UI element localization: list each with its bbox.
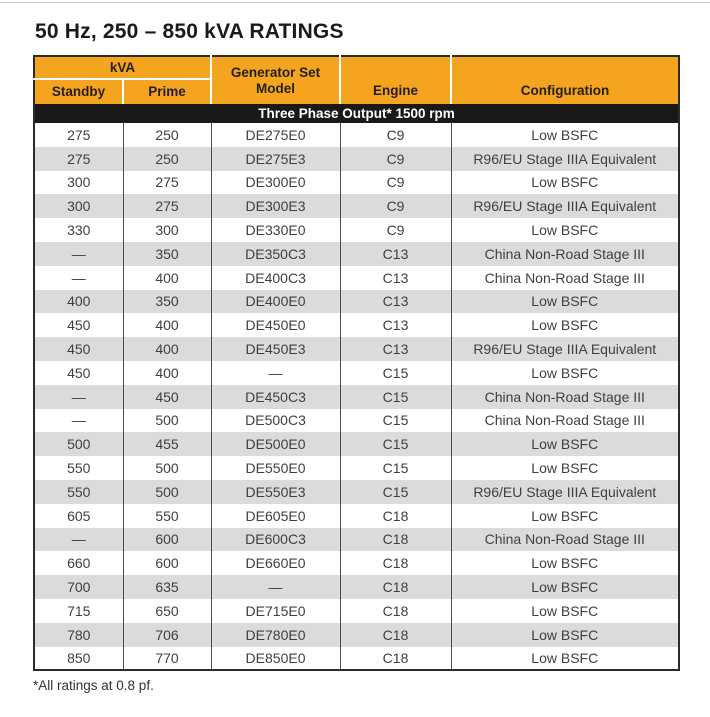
table-cell: 250 [123, 123, 211, 147]
table-cell: C15 [340, 456, 451, 480]
table-cell: Low BSFC [451, 218, 679, 242]
table-cell: 605 [67, 507, 91, 524]
table-cell: 400 [123, 337, 211, 361]
table-cell: C15 [340, 409, 451, 433]
table-cell: 715 [67, 602, 91, 619]
table-row [34, 218, 679, 242]
table-cell: C18 [340, 528, 451, 552]
table-cell: DE275E0 [211, 123, 340, 147]
table-cell: C15 [340, 385, 451, 409]
table-row [34, 313, 679, 337]
ratings-table [33, 55, 680, 671]
table-cell: 770 [123, 647, 211, 671]
table-cell: 500 [123, 480, 211, 504]
table-cell: C15 [340, 480, 451, 504]
table-cell: DE500E0 [211, 432, 340, 456]
table-cell: Low BSFC [451, 123, 679, 147]
column-header-standby: Standby [34, 79, 123, 104]
table-cell: 275 [123, 171, 211, 195]
table-cell: 550 [67, 460, 91, 477]
table-cell: DE350C3 [211, 242, 340, 266]
table-cell: Low BSFC [451, 599, 679, 623]
table-row [34, 266, 679, 290]
column-header-kva-group: kVA [34, 56, 211, 79]
table-cell: C13 [340, 266, 451, 290]
table-cell: R96/EU Stage IIIA Equivalent [451, 194, 679, 218]
table-cell: 450 [67, 317, 91, 334]
ratings-table-body [34, 123, 679, 670]
table-cell: DE780E0 [211, 623, 340, 647]
table-row [34, 551, 679, 575]
table-row [34, 647, 679, 671]
table-cell: China Non-Road Stage III [451, 409, 679, 433]
table-cell: C18 [340, 647, 451, 671]
table-cell: 550 [123, 504, 211, 528]
table-row [34, 194, 679, 218]
table-cell: C9 [340, 123, 451, 147]
table-cell: 250 [123, 147, 211, 171]
table-cell: Low BSFC [451, 171, 679, 195]
table-cell: DE660E0 [211, 551, 340, 575]
table-cell: C18 [340, 551, 451, 575]
table-row [34, 504, 679, 528]
table-cell: — [71, 269, 86, 286]
table-cell: C18 [340, 575, 451, 599]
table-cell: DE500C3 [211, 409, 340, 433]
table-cell: 400 [123, 313, 211, 337]
table-cell: 275 [123, 194, 211, 218]
table-cell: C18 [340, 599, 451, 623]
table-cell: 350 [123, 242, 211, 266]
table-row [34, 432, 679, 456]
footnote: *All ratings at 0.8 pf. [33, 678, 154, 693]
table-cell: — [34, 242, 123, 266]
table-row [34, 290, 679, 314]
table-cell: — [34, 528, 123, 552]
table-cell: DE550E0 [211, 456, 340, 480]
table-cell: 350 [123, 290, 211, 314]
table-cell: C13 [340, 337, 451, 361]
table-cell: 450 [34, 337, 123, 361]
table-cell: DE400C3 [211, 266, 340, 290]
table-cell: 500 [123, 456, 211, 480]
table-cell: DE715E0 [211, 599, 340, 623]
table-cell: DE600C3 [211, 528, 340, 552]
table-cell: 550 [34, 480, 123, 504]
ratings-table-header [34, 56, 679, 123]
section-header-three-phase: Three Phase Output* 1500 rpm [34, 104, 679, 123]
table-row [34, 480, 679, 504]
table-cell: 450 [123, 385, 211, 409]
column-header-engine: Engine [340, 56, 451, 104]
table-cell: DE300E0 [211, 171, 340, 195]
table-row [34, 575, 679, 599]
table-cell: China Non-Road Stage III [451, 385, 679, 409]
table-row [34, 409, 679, 433]
table-cell: Low BSFC [451, 456, 679, 480]
table-cell: 635 [123, 575, 211, 599]
table-cell: DE450E0 [211, 313, 340, 337]
table-cell: C9 [340, 194, 451, 218]
table-cell: 700 [34, 575, 123, 599]
table-row [34, 147, 679, 171]
table-cell: China Non-Road Stage III [451, 242, 679, 266]
table-row [34, 599, 679, 623]
table-cell: Low BSFC [451, 290, 679, 314]
top-divider-line [0, 2, 710, 3]
table-cell: DE400E0 [211, 290, 340, 314]
table-cell: C15 [340, 432, 451, 456]
table-cell: 500 [123, 409, 211, 433]
table-row [34, 242, 679, 266]
table-cell: DE450E3 [211, 337, 340, 361]
table-cell: Low BSFC [451, 647, 679, 671]
table-cell: R96/EU Stage IIIA Equivalent [451, 337, 679, 361]
table-cell: DE850E0 [211, 647, 340, 671]
table-row [34, 361, 679, 385]
table-cell: 450 [67, 364, 91, 381]
table-cell: C13 [340, 313, 451, 337]
table-cell: 300 [34, 194, 123, 218]
table-row [34, 171, 679, 195]
table-cell: — [211, 575, 340, 599]
table-cell: C15 [340, 361, 451, 385]
table-cell: 400 [34, 290, 123, 314]
table-cell: 600 [123, 528, 211, 552]
table-row [34, 456, 679, 480]
table-row [34, 337, 679, 361]
table-cell: Low BSFC [451, 575, 679, 599]
table-cell: 455 [123, 432, 211, 456]
table-cell: 780 [34, 623, 123, 647]
table-cell: C18 [340, 623, 451, 647]
table-cell: 850 [67, 649, 91, 666]
table-cell: 330 [67, 222, 91, 239]
table-cell: Low BSFC [451, 361, 679, 385]
table-cell: 660 [67, 555, 91, 572]
table-row [34, 528, 679, 552]
table-cell: DE605E0 [211, 504, 340, 528]
table-cell: C18 [340, 504, 451, 528]
table-cell: — [211, 361, 340, 385]
table-cell: 300 [67, 174, 91, 191]
table-cell: DE550E3 [211, 480, 340, 504]
table-row [34, 123, 679, 147]
table-cell: DE330E0 [211, 218, 340, 242]
table-cell: 300 [123, 218, 211, 242]
table-cell: DE275E3 [211, 147, 340, 171]
column-header-prime: Prime [123, 79, 211, 104]
table-cell: C9 [340, 218, 451, 242]
table-cell: C13 [340, 290, 451, 314]
table-cell: C9 [340, 171, 451, 195]
table-cell: 706 [123, 623, 211, 647]
table-cell: Low BSFC [451, 551, 679, 575]
table-cell: 500 [34, 432, 123, 456]
column-header-generator-set-model: Generator Set Model [211, 56, 340, 104]
table-cell: China Non-Road Stage III [451, 266, 679, 290]
page-title: 50 Hz, 250 – 850 kVA RATINGS [35, 20, 344, 43]
table-cell: Low BSFC [451, 432, 679, 456]
table-cell: C9 [340, 147, 451, 171]
table-row [34, 623, 679, 647]
table-cell: R96/EU Stage IIIA Equivalent [451, 147, 679, 171]
table-cell: DE450C3 [211, 385, 340, 409]
table-cell: 600 [123, 551, 211, 575]
table-cell: 650 [123, 599, 211, 623]
table-cell: R96/EU Stage IIIA Equivalent [451, 480, 679, 504]
table-cell: C13 [340, 242, 451, 266]
table-cell: Low BSFC [451, 623, 679, 647]
table-cell: — [34, 385, 123, 409]
table-cell: — [71, 412, 86, 429]
table-row [34, 385, 679, 409]
column-header-configuration: Configuration [451, 56, 679, 104]
table-cell: China Non-Road Stage III [451, 528, 679, 552]
table-cell: Low BSFC [451, 504, 679, 528]
table-cell: 275 [34, 147, 123, 171]
table-cell: Low BSFC [451, 313, 679, 337]
table-cell: DE300E3 [211, 194, 340, 218]
table-cell: 400 [123, 266, 211, 290]
table-cell: 275 [67, 126, 91, 143]
table-cell: 400 [123, 361, 211, 385]
